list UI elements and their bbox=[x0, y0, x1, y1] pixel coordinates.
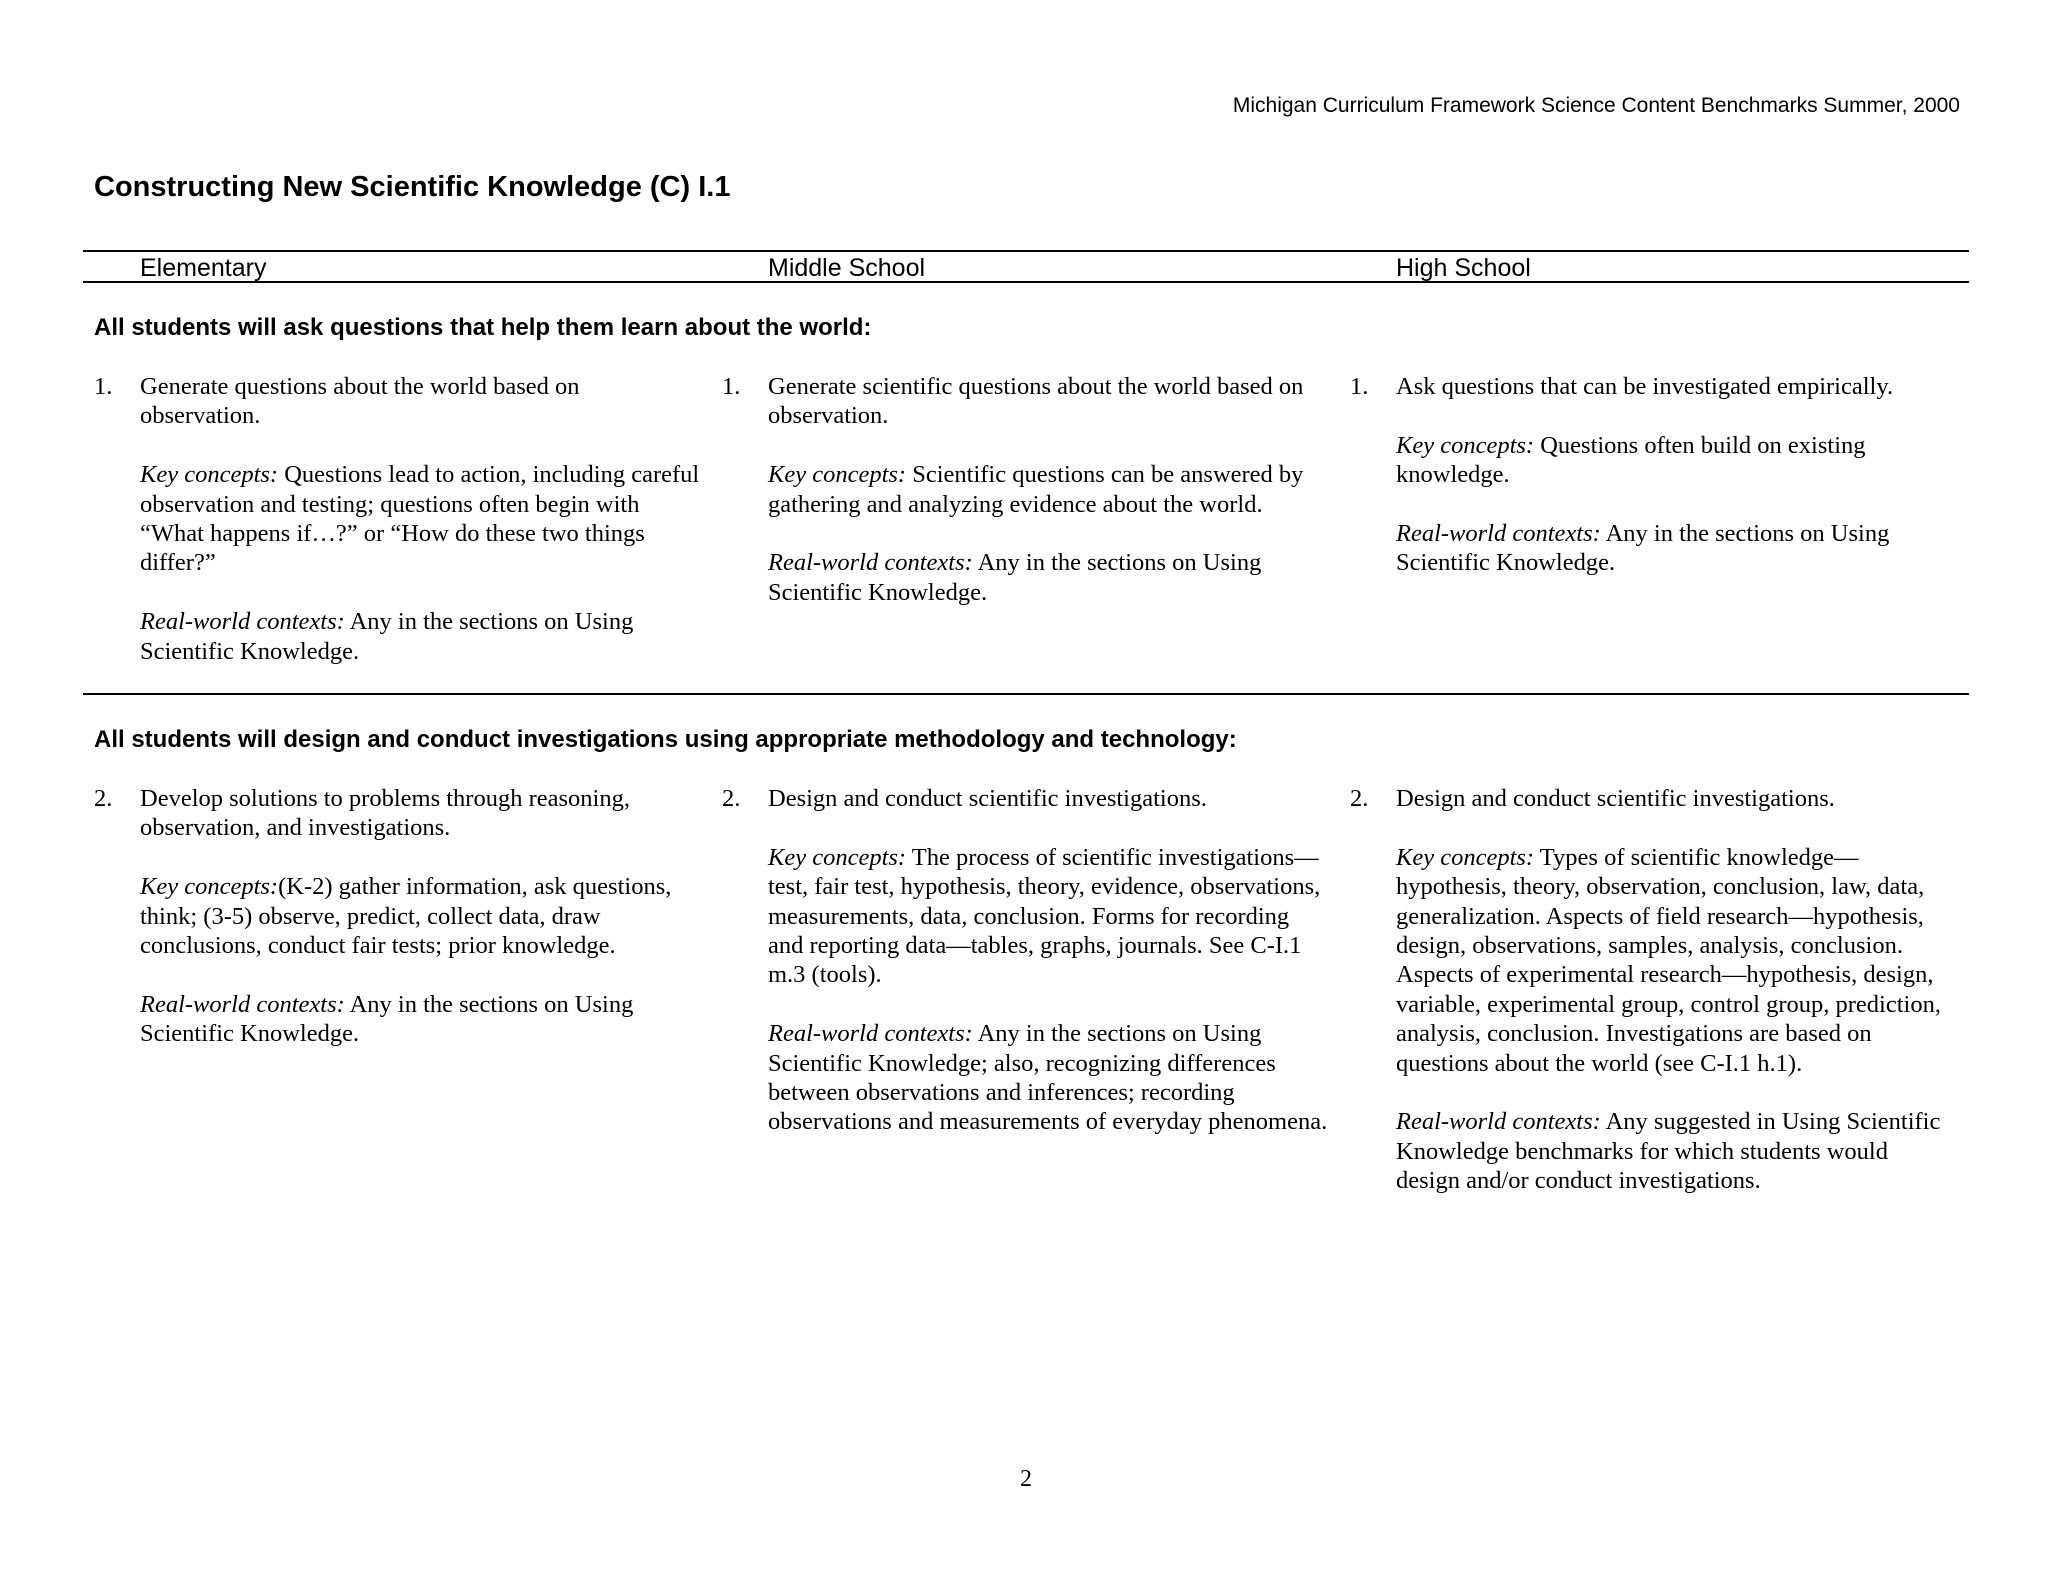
key-concepts-text: Questions often build on existing knowledge. bbox=[1396, 431, 1866, 489]
header-top-rule bbox=[83, 250, 1969, 252]
benchmark-middle-school-1 bbox=[722, 372, 1327, 607]
page-number: 2 bbox=[1020, 1466, 1032, 1492]
real-world-contexts bbox=[768, 548, 1328, 607]
real-world-contexts bbox=[140, 990, 700, 1049]
key-concepts bbox=[1396, 431, 1956, 490]
key-concepts-label: Key concepts: bbox=[140, 873, 279, 901]
key-concepts-text: Questions lead to action, including careful observation and testing; questions often begin with “What happens if…?” or “How do these two things differ?” bbox=[140, 461, 700, 577]
real-world-contexts bbox=[1396, 519, 1956, 578]
key-concepts-text: (K-2) gather information, ask questions, think; (3-5) observe, predict, collect data, draw conclusions, conduct fair tests; prior knowledge. bbox=[140, 873, 672, 960]
key-concepts-label: Key concepts: bbox=[140, 461, 279, 489]
key-concepts-label: Key concepts: bbox=[768, 461, 907, 489]
real-world-contexts-label: Real-world contexts: bbox=[140, 990, 345, 1018]
key-concepts bbox=[1396, 843, 1956, 1078]
column-header-high-school: High School bbox=[1396, 254, 1531, 282]
key-concepts-label: Key concepts: bbox=[768, 843, 907, 871]
real-world-contexts bbox=[768, 1019, 1328, 1137]
key-concepts-text: Types of scientific knowledge—hypothesis, theory, observation, conclusion, law, data, generalization. Aspects of field research—hypothesis, design, observations, samples, analysis, conclusion. Aspects of experimental research—hypothesis, design, variable, experimental group, control group, prediction, analysis, conclusion. Investigations are based on questions about the world (see C-I.1 h.1). bbox=[1396, 843, 1941, 1077]
section-heading-design-investigations: All students will design and conduct investigations using appropriate methodology and technology: bbox=[94, 726, 1237, 753]
benchmark-middle-school-2 bbox=[722, 784, 1327, 1137]
benchmark-number: 1. bbox=[722, 373, 741, 400]
real-world-contexts-label: Real-world contexts: bbox=[140, 608, 345, 636]
real-world-contexts-text: Any in the sections on Using Scientific Knowledge. bbox=[140, 608, 634, 665]
benchmark-number: 2. bbox=[94, 785, 113, 812]
running-header: Michigan Curriculum Framework Science Content Benchmarks Summer, 2000 bbox=[1232, 94, 1960, 117]
benchmark-number: 2. bbox=[722, 785, 741, 812]
column-header-elementary: Elementary bbox=[140, 254, 267, 282]
benchmark-statement: Generate questions about the world based on observation. bbox=[140, 373, 580, 430]
benchmark-high-school-2 bbox=[1350, 784, 1955, 1196]
real-world-contexts-text: Any in the sections on Using Scientific Knowledge. bbox=[140, 990, 634, 1048]
benchmark-high-school-1 bbox=[1350, 372, 1955, 578]
key-concepts-label: Key concepts: bbox=[1396, 431, 1535, 459]
key-concepts bbox=[768, 460, 1328, 519]
section-heading-ask-questions: All students will ask questions that help them learn about the world: bbox=[94, 314, 872, 341]
real-world-contexts-text: Any in the sections on Using Scientific Knowledge; also, recognizing differences between observations and inferences; recording observations and measurements of everyday phenomena. bbox=[768, 1020, 1328, 1136]
benchmark-number: 2. bbox=[1350, 785, 1369, 812]
real-world-contexts bbox=[1396, 1107, 1956, 1195]
benchmark-statement: Design and conduct scientific investigations. bbox=[1396, 785, 1835, 812]
real-world-contexts-text: Any in the sections on Using Scientific Knowledge. bbox=[768, 549, 1262, 606]
key-concepts bbox=[140, 872, 700, 960]
benchmark-elementary-2 bbox=[94, 784, 699, 1049]
benchmark-elementary-1 bbox=[94, 372, 699, 666]
header-bottom-rule bbox=[83, 281, 1969, 283]
real-world-contexts-label: Real-world contexts: bbox=[1396, 1108, 1601, 1136]
benchmark-statement: Generate scientific questions about the world based on observation. bbox=[768, 373, 1304, 430]
key-concepts bbox=[140, 460, 700, 578]
benchmark-statement: Ask questions that can be investigated empirically. bbox=[1396, 373, 1894, 400]
page-title: Constructing New Scientific Knowledge (C) I.1 bbox=[94, 171, 731, 203]
key-concepts-label: Key concepts: bbox=[1396, 843, 1535, 871]
column-header-middle-school: Middle School bbox=[768, 254, 926, 282]
key-concepts-text: Scientific questions can be answered by gathering and analyzing evidence about the world. bbox=[768, 461, 1304, 518]
real-world-contexts bbox=[140, 607, 700, 666]
benchmark-statement: Develop solutions to problems through reasoning, observation, and investigations. bbox=[140, 785, 630, 842]
real-world-contexts-label: Real-world contexts: bbox=[768, 1020, 973, 1048]
benchmark-number: 1. bbox=[94, 373, 113, 400]
key-concepts-text: The process of scientific investigations—test, fair test, hypothesis, theory, evidence, observations, measurements, data, conclusion. Forms for recording and reporting data—tables, graphs, journals. See C-I.1 m.3 (tools). bbox=[768, 843, 1321, 989]
key-concepts bbox=[768, 843, 1328, 990]
real-world-contexts-label: Real-world contexts: bbox=[1396, 520, 1601, 547]
real-world-contexts-text: Any in the sections on Using Scientific Knowledge. bbox=[1396, 520, 1890, 577]
benchmark-number: 1. bbox=[1350, 373, 1369, 400]
section-divider-rule bbox=[83, 693, 1969, 695]
real-world-contexts-text: Any suggested in Using Scientific Knowledge benchmarks for which students would design and/or conduct investigations. bbox=[1396, 1108, 1941, 1195]
benchmark-statement: Design and conduct scientific investigations. bbox=[768, 785, 1207, 812]
real-world-contexts-label: Real-world contexts: bbox=[768, 549, 973, 577]
